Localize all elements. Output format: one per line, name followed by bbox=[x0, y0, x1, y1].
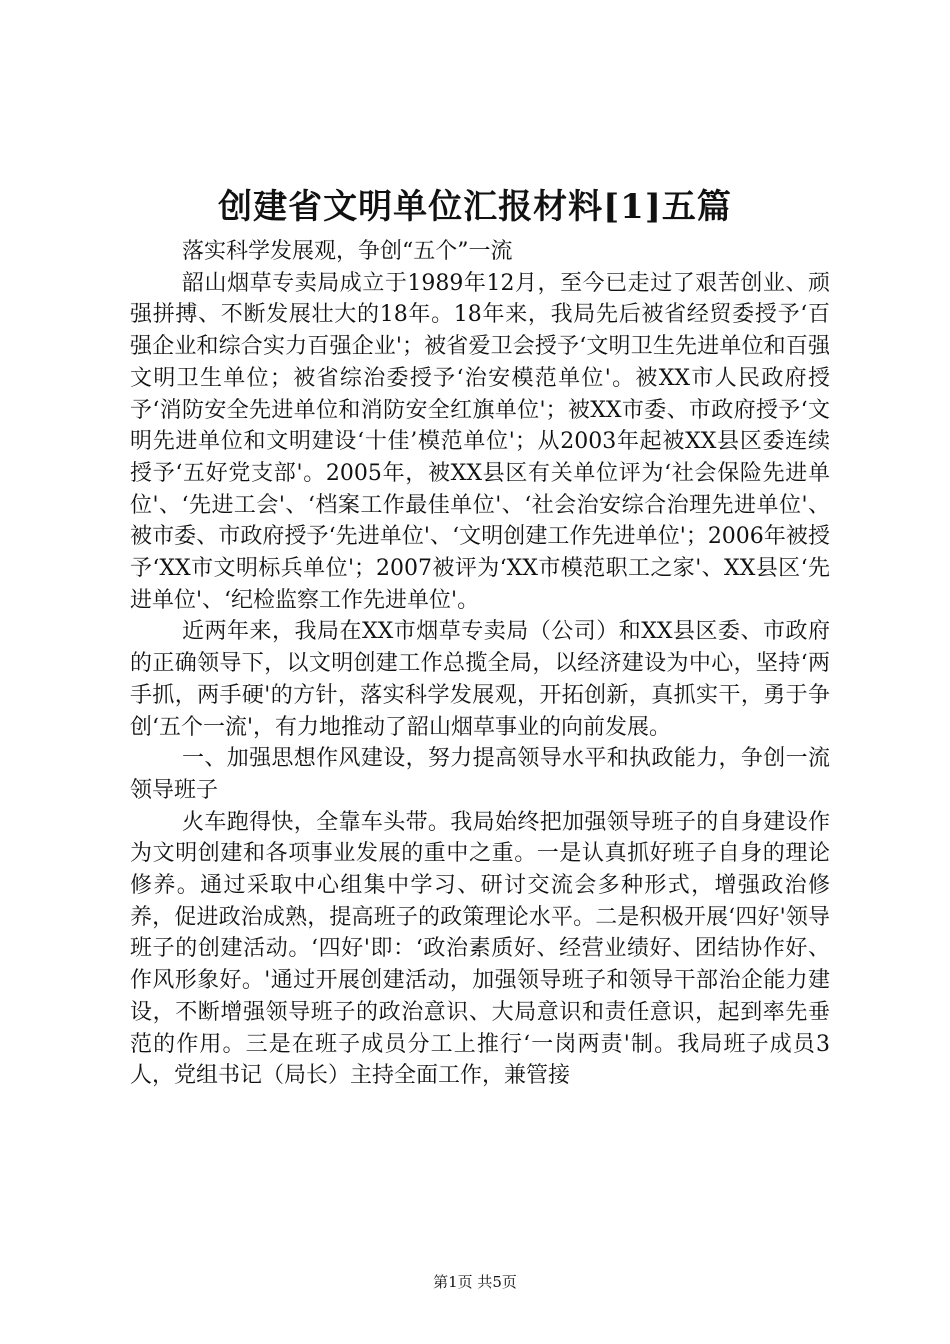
paragraph-section-heading: 一、加强思想作风建设，努力提高领导水平和执政能力，争创一流领导班子 bbox=[130, 746, 830, 803]
page-number-footer: 第1页 共5页 bbox=[433, 1273, 517, 1291]
document-title: 创建省文明单位汇报材料[1]五篇 bbox=[218, 187, 732, 227]
paragraph-subtitle: 落实科学发展观，争创“五个”一流 bbox=[182, 239, 513, 264]
paragraph-history: 韶山烟草专卖局成立于1989年12月，至今已走过了艰苦创业、顽强拼搏、不断发展壮大的18年。18年来，我局先后被省经贸委授予‘百强企业和综合实力百强企业'；被省爱卫会授予‘文明卫生先进单位和百强文明卫生单位；被省综治委授予‘治安模范单位'。被XX市人民政府授予‘消防安全先进单位和消防安全红旗单位'；被XX市委、市政府授予‘文明先进单位和文明建设‘十佳’模范单位'；从2003年起被XX县区委连续授予‘五好党支部'。2005年，被XX县区有关单位评为‘社会保险先进单位'、‘先进工会'、‘档案工作最佳单位'、‘社会治安综合治理先进单位'、被市委、市政府授予‘先进单位'、‘文明创建工作先进单位'；2006年被授予‘XX市文明标兵单位'；2007被评为‘XX市模范职工之家'、XX县区‘先进单位'、‘纪检监察工作先进单位'。 bbox=[130, 270, 830, 613]
paragraph-recent-years: 近两年来，我局在XX市烟草专卖局（公司）和XX县区委、市政府的正确领导下，以文明创建工作总揽全局，以经济建设为中心，坚持‘两手抓，两手硬'的方针，落实科学发展观，开拓创新，真抓实干，勇于争创‘五个一流'，有力地推动了韶山烟草事业的向前发展。 bbox=[130, 619, 830, 740]
paragraph-leadership: 火车跑得快，全靠车头带。我局始终把加强领导班子的自身建设作为文明创建和各项事业发展的重中之重。一是认真抓好班子自身的理论修养。通过采取中心组集中学习、研讨交流会多种形式，增强政治修养，促进政治成熟，提高班子的政策理论水平。二是积极开展‘四好'领导班子的创建活动。‘四好'即：‘政治素质好、经营业绩好、团结协作好、作风形象好。'通过开展创建活动，加强领导班子和领导干部治企能力建设，不断增强领导班子的政治意识、大局意识和责任意识，起到率先垂范的作用。三是在班子成员分工上推行‘一岗两责'制。我局班子成员3人，党组书记（局长）主持全面工作，兼管接 bbox=[130, 809, 830, 1089]
document-body bbox=[130, 236, 830, 1092]
